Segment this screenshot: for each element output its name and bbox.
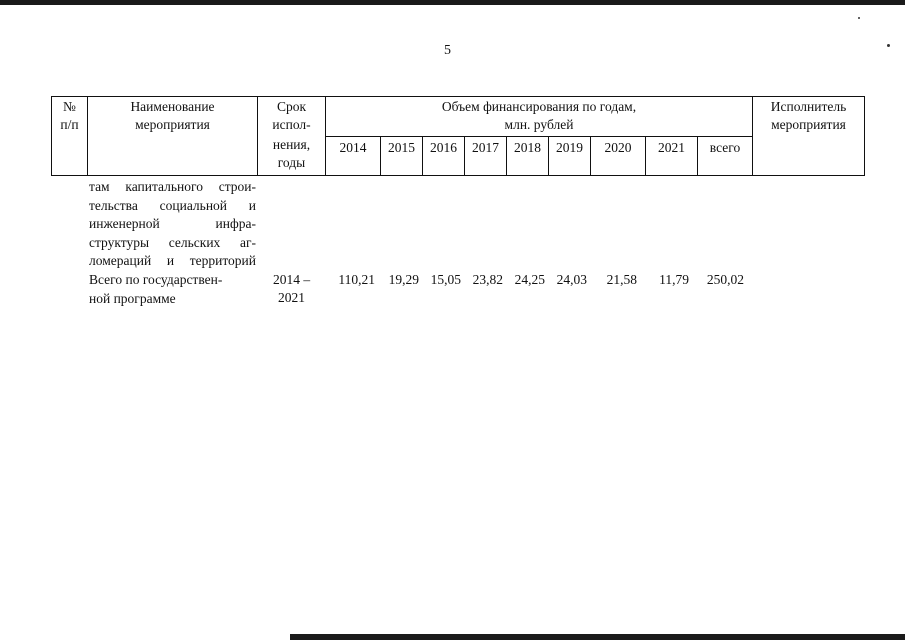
header-executor: Исполнитель bbox=[770, 99, 847, 114]
year-header: 2016 bbox=[430, 140, 457, 155]
year-header: 2014 bbox=[339, 140, 367, 155]
scan-speck bbox=[887, 44, 890, 47]
text-line: структуры сельских аг- bbox=[89, 234, 256, 250]
total-row-term: 2021 bbox=[278, 290, 305, 305]
year-header: всего bbox=[709, 140, 741, 155]
header-financing: Объем финансирования по годам, bbox=[441, 99, 637, 114]
header-bottom-rule bbox=[51, 175, 865, 176]
total-row-label bbox=[89, 271, 256, 308]
year-header: 2020 bbox=[604, 140, 632, 155]
year-header: 2021 bbox=[658, 140, 685, 155]
text-line: ломераций и территорий bbox=[89, 253, 256, 268]
header-top-rule bbox=[51, 96, 865, 97]
header-num: п/п bbox=[60, 117, 79, 132]
text-line: ной программе bbox=[89, 290, 176, 306]
header-num: № bbox=[63, 99, 76, 114]
text-line: Всего по государствен- bbox=[89, 272, 223, 287]
scan-speck bbox=[858, 17, 860, 19]
year-header: 2015 bbox=[388, 140, 415, 155]
value-2017: 23,82 bbox=[472, 272, 503, 287]
total-row-term: 2014 – bbox=[272, 272, 311, 287]
year-header: 2017 bbox=[472, 140, 499, 155]
value-2020: 21,58 bbox=[606, 272, 637, 287]
text-line: там капитального строи- bbox=[89, 179, 256, 194]
year-header: 2018 bbox=[514, 140, 541, 155]
header-name: мероприятия bbox=[135, 117, 210, 132]
header-term: испол- bbox=[272, 117, 311, 132]
years-top-rule bbox=[325, 136, 752, 137]
continuation-text bbox=[89, 178, 256, 271]
value-total: 250,02 bbox=[706, 272, 744, 287]
scan-edge-bottom bbox=[290, 634, 905, 640]
scan-edge-top bbox=[0, 0, 905, 5]
header-term: нения, bbox=[272, 137, 311, 152]
header-executor: мероприятия bbox=[771, 117, 846, 132]
page-number: 5 bbox=[444, 43, 451, 58]
value-2016: 15,05 bbox=[430, 272, 461, 287]
value-2021: 11,79 bbox=[659, 272, 689, 287]
text-line: инженерной инфра- bbox=[89, 216, 256, 231]
value-2014: 110,21 bbox=[338, 272, 375, 287]
value-2015: 19,29 bbox=[388, 272, 419, 287]
year-header: 2019 bbox=[556, 140, 583, 155]
value-2019: 24,03 bbox=[556, 272, 587, 287]
text-line: тельства социальной и bbox=[89, 197, 256, 213]
col-rule bbox=[864, 96, 865, 176]
value-2018: 24,25 bbox=[514, 272, 545, 287]
header-term: годы bbox=[277, 155, 306, 170]
header-term: Срок bbox=[276, 99, 307, 114]
header-name: Наименование bbox=[130, 99, 215, 114]
header-financing: млн. рублей bbox=[504, 117, 574, 132]
